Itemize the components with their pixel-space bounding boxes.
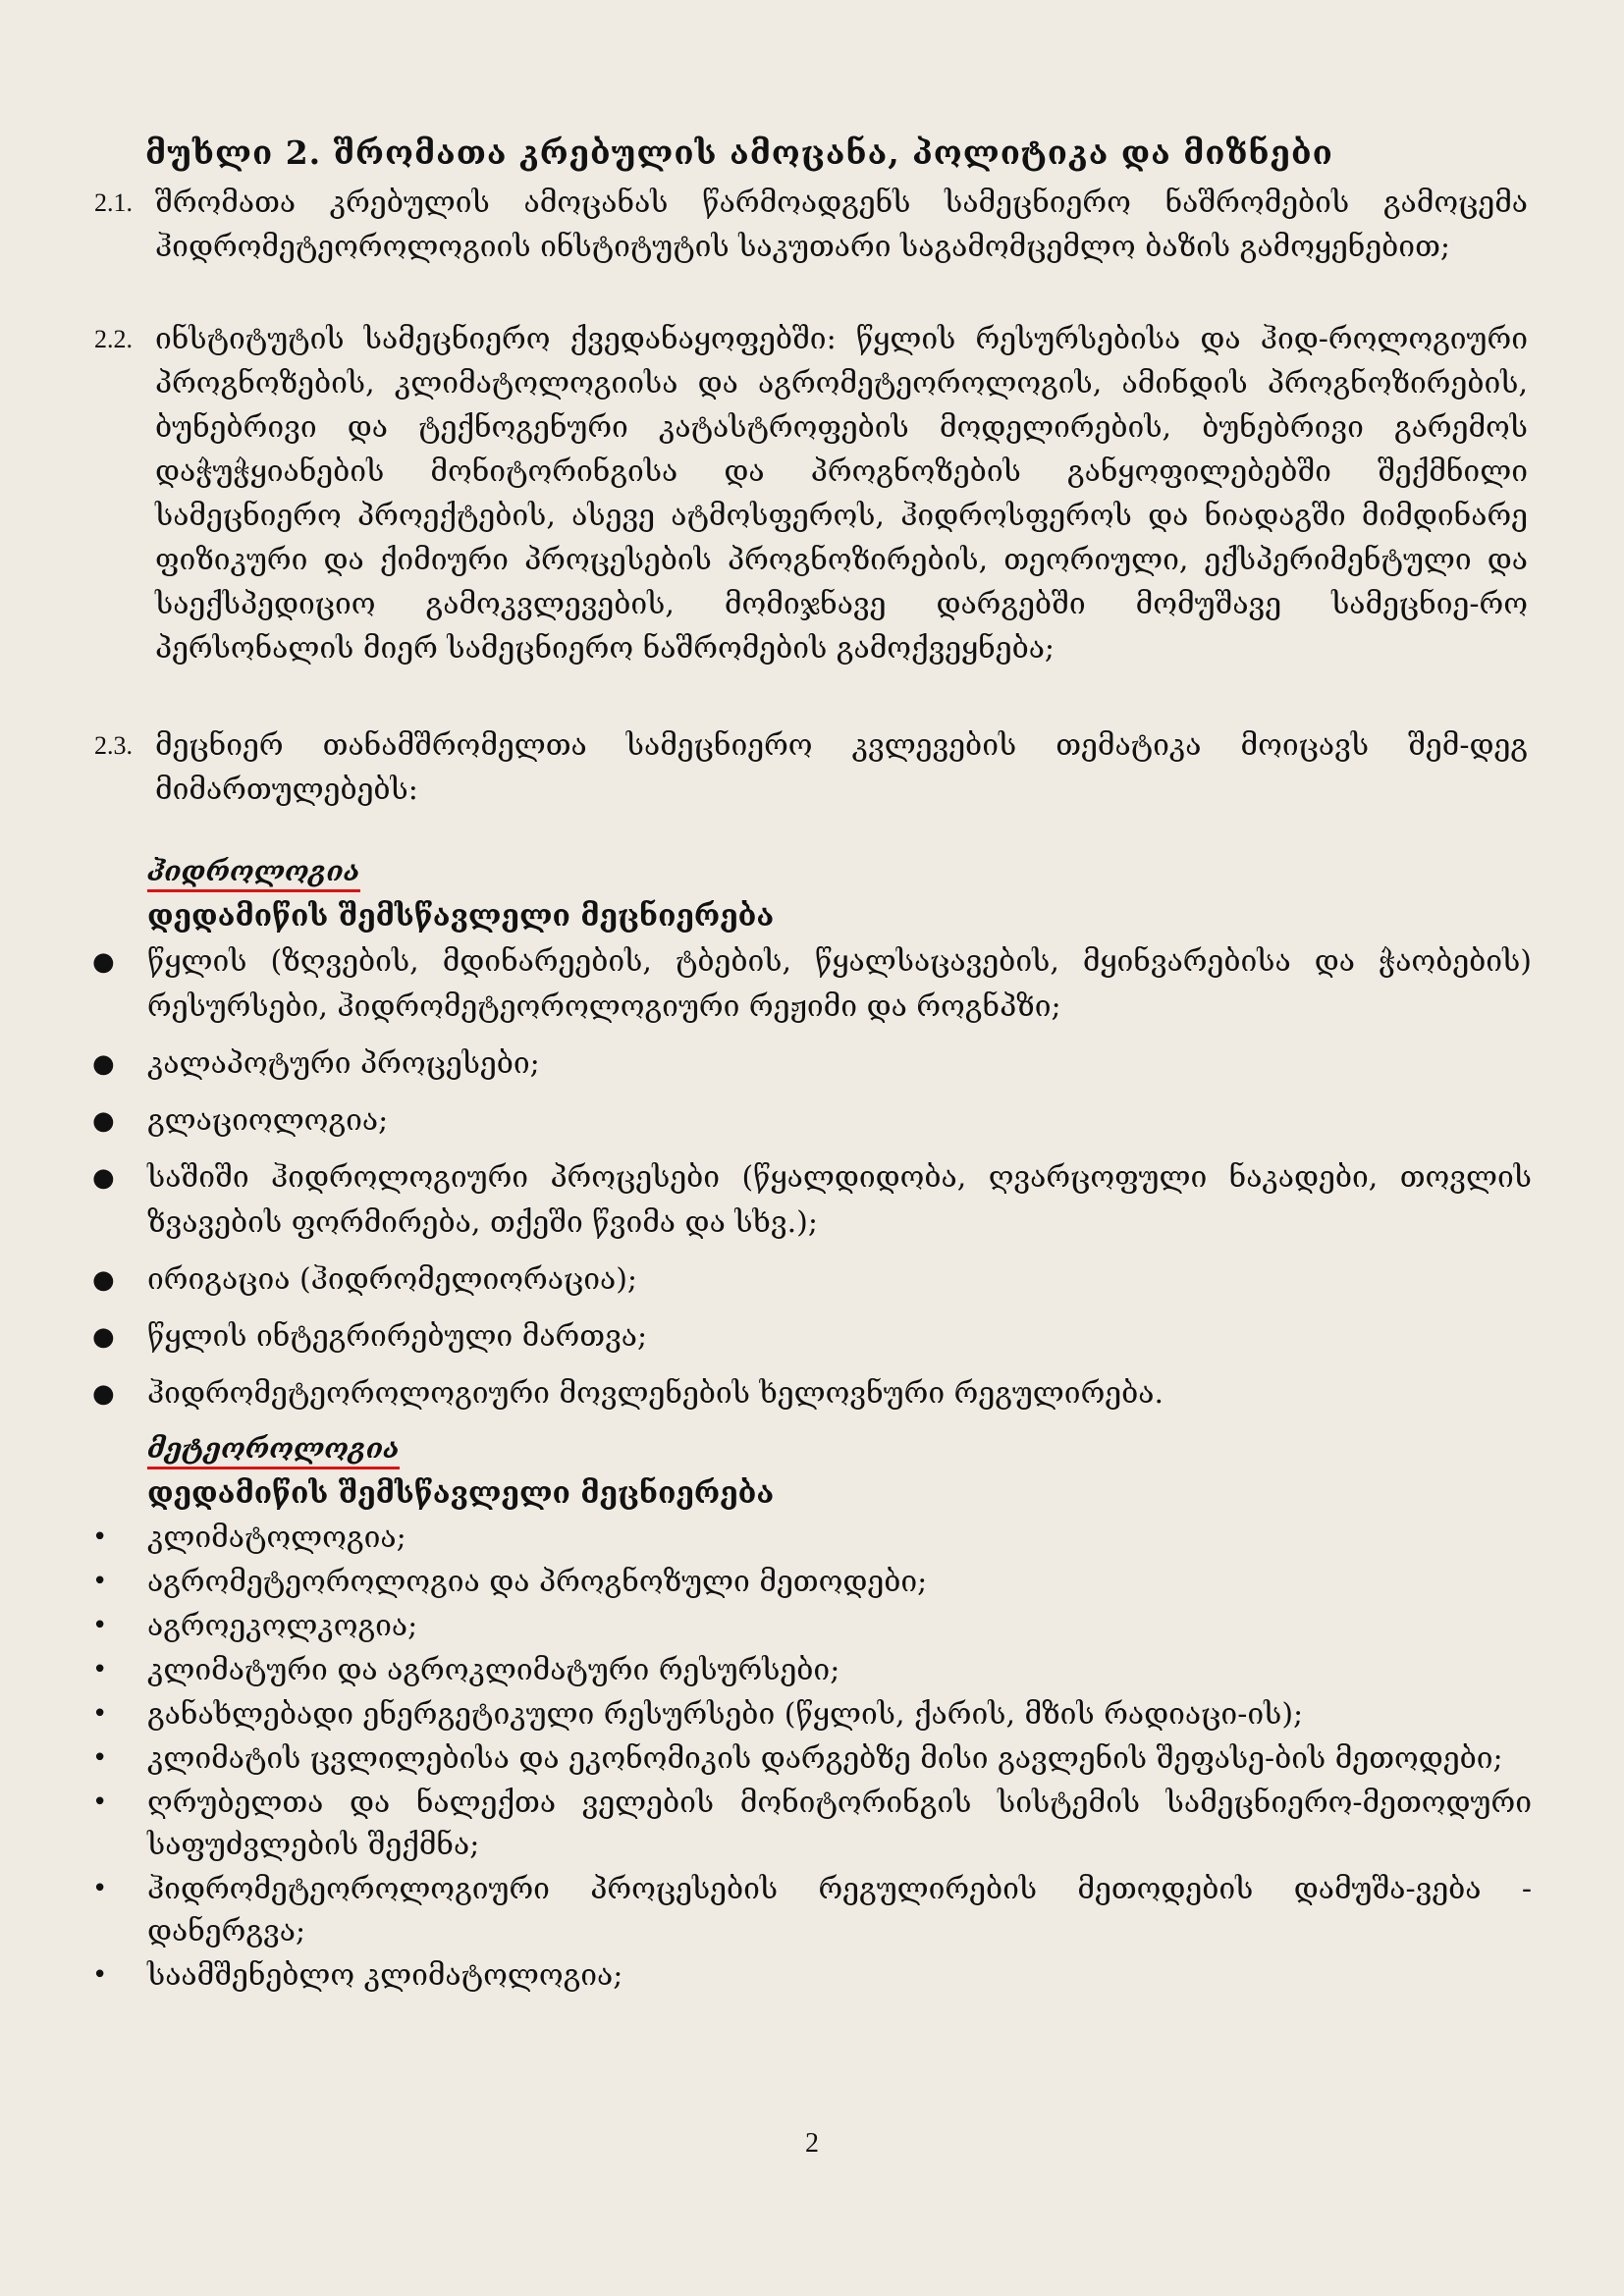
- paragraph-2-3: [94, 723, 1528, 812]
- list-item-text: საამშენებლო კლიმატოლოგია;: [147, 1958, 623, 1993]
- list-item: [92, 1155, 1532, 1246]
- paragraph-number: 2.1.: [94, 188, 133, 217]
- list-item-text: ჰიდრომეტეოროლოგიური მოვლენების ხელოვნური რეგულირება.: [147, 1376, 1164, 1411]
- list-item: [92, 1954, 1532, 1997]
- bullet-icon: •: [92, 1699, 108, 1729]
- list-item: [92, 1561, 1532, 1603]
- list-item-text: ირიგაცია (ჰიდრომელიორაცია);: [147, 1262, 638, 1297]
- bullet-list: [92, 1517, 1532, 1997]
- list-item: [92, 1649, 1532, 1691]
- list-item: [92, 1257, 1532, 1303]
- list-item-text: კლიმატოლოგია;: [147, 1521, 406, 1555]
- list-item-text: ჰიდრომეტეოროლოგიური პროცესების რეგულირების მეთოდების დამუშა-ვება - დანერგვა;: [147, 1872, 1532, 1949]
- bullet-icon: •: [92, 1788, 108, 1817]
- list-item: [92, 1693, 1532, 1735]
- list-item-text: აგროეკოლკოგია;: [147, 1609, 418, 1643]
- list-item-text: კალაპოტური პროცესები;: [147, 1046, 540, 1081]
- page-number: 2: [805, 2128, 819, 2159]
- list-item: [92, 1314, 1532, 1360]
- bullet-icon: •: [92, 1960, 108, 1990]
- bullet-icon: •: [92, 1567, 108, 1596]
- list-item: [92, 1782, 1532, 1866]
- section-subheading: დედამიწის შემსწავლელი მეცნიერება: [147, 1476, 775, 1511]
- paragraph-text: მეცნიერ თანამშრომელთა სამეცნიერო კვლევების თემატიკა მოიცავს შემ-დეგ მიმართულებებს:: [155, 728, 1528, 807]
- list-item-text: კლიმატური და აგროკლიმატური რესურსები;: [147, 1653, 840, 1687]
- bullet-icon: •: [92, 1743, 108, 1773]
- bullet-icon: •: [92, 1522, 108, 1552]
- bullet-icon: ●: [92, 1379, 115, 1409]
- list-item-text: კლიმატის ცვლილებისა და ეკონომიკის დარგებზე მისი გავლენის შეფასე-ბის მეთოდები;: [147, 1741, 1503, 1776]
- list-item: [92, 1868, 1532, 1952]
- paragraph-2-2: [94, 317, 1528, 670]
- list-item-text: საშიში ჰიდროლოგიური პროცესები (წყალდიდობა, ღვარცოფული ნაკადები, თოვლის ზვავების ფორმირება, თქეში წვიმა და სხვ.);: [147, 1160, 1532, 1240]
- bullet-icon: ●: [92, 1265, 115, 1295]
- section-heading: მეტეოროლოგია: [147, 1431, 400, 1469]
- section-subheading: დედამიწის შემსწავლელი მეცნიერება: [147, 899, 775, 934]
- chapter-title: მუხლი 2. შრომათა კრებულის ამოცანა, პოლიტიკა და მიზნები: [145, 133, 1333, 172]
- bullet-list: [92, 939, 1532, 1416]
- bullet-icon: •: [92, 1874, 108, 1903]
- list-item-text: ღრუბელთა და ნალექთა ველების მონიტორინგის სისტემის სამეცნიერო-მეთოდური საფუძვლების შექმნა;: [147, 1786, 1532, 1862]
- bullet-icon: ●: [92, 947, 115, 977]
- list-item: [92, 1098, 1532, 1144]
- list-item-text: წყლის (ზღვების, მდინარეების, ტბების, წყალსაცავების, მყინვარებისა და ჭაობების) რესურსები, ჰიდრომეტეოროლოგიური რეჟიმი და როგნპზი;: [147, 944, 1532, 1024]
- list-item-text: გლაციოლოგია;: [147, 1103, 389, 1138]
- paragraph-2-1: [94, 181, 1528, 269]
- bullet-icon: ●: [92, 1163, 115, 1193]
- paragraph-text: შრომათა კრებულის ამოცანას წარმოადგენს სამეცნიერო ნაშრომების გამოცემა ჰიდრომეტეოროლოგიის ინსტიტუტის საკუთარი საგამომცემლო ბაზის გამოყენებით;: [155, 186, 1528, 264]
- list-item: [92, 1517, 1532, 1559]
- list-item: [92, 1737, 1532, 1780]
- section-meteorology: [92, 1431, 1532, 1999]
- list-item-text: აგრომეტეოროლოგია და პროგნოზული მეთოდები;: [147, 1565, 928, 1599]
- list-item: [92, 939, 1532, 1030]
- list-item: [92, 1041, 1532, 1087]
- section-heading: ჰიდროლოგია: [147, 854, 360, 892]
- paragraph-number: 2.3.: [94, 731, 133, 760]
- paragraph-text: ინსტიტუტის სამეცნიერო ქვედანაყოფებში: წყლის რესურსებისა და ჰიდ-როლოგიური პროგნოზების, კლიმატოლოგიისა და აგრომეტეოროლოგის, ამინდის პროგნოზირების, ბუნებრივი და ტექნოგენური კატასტროფების მოდელირების, ბუნებრივი გარემოს დაჭუჭყიანების მონიტორინგისა და პროგნოზების განყოფილებებში შექმნილი სამეცნიერო პროექტების, ასევე ატმოსფეროს, ჰიდროსფეროს და ნიადაგში მიმდინარე ფიზიკური და ქიმიური პროცესების პროგნოზირების, თეორიული, ექსპერიმენტული და საექსპედიციო გამოკვლევების, მომიჯნავე დარგებში მომუშავე სამეცნიე-რო პერსონალის მიერ სამეცნიერო ნაშრომების გამოქვეყნება;: [155, 322, 1528, 666]
- bullet-icon: •: [92, 1611, 108, 1640]
- bullet-icon: ●: [92, 1049, 115, 1079]
- list-item: [92, 1605, 1532, 1647]
- section-hydrology: [92, 854, 1532, 1428]
- list-item-text: განახლებადი ენერგეტიკული რესურსები (წყლის, ქარის, მზის რადიაცი-ის);: [147, 1697, 1304, 1732]
- list-item-text: წყლის ინტეგრირებული მართვა;: [147, 1319, 648, 1354]
- bullet-icon: •: [92, 1655, 108, 1684]
- paragraph-number: 2.2.: [94, 325, 133, 353]
- list-item: [92, 1371, 1532, 1416]
- bullet-icon: ●: [92, 1106, 115, 1136]
- bullet-icon: ●: [92, 1322, 115, 1352]
